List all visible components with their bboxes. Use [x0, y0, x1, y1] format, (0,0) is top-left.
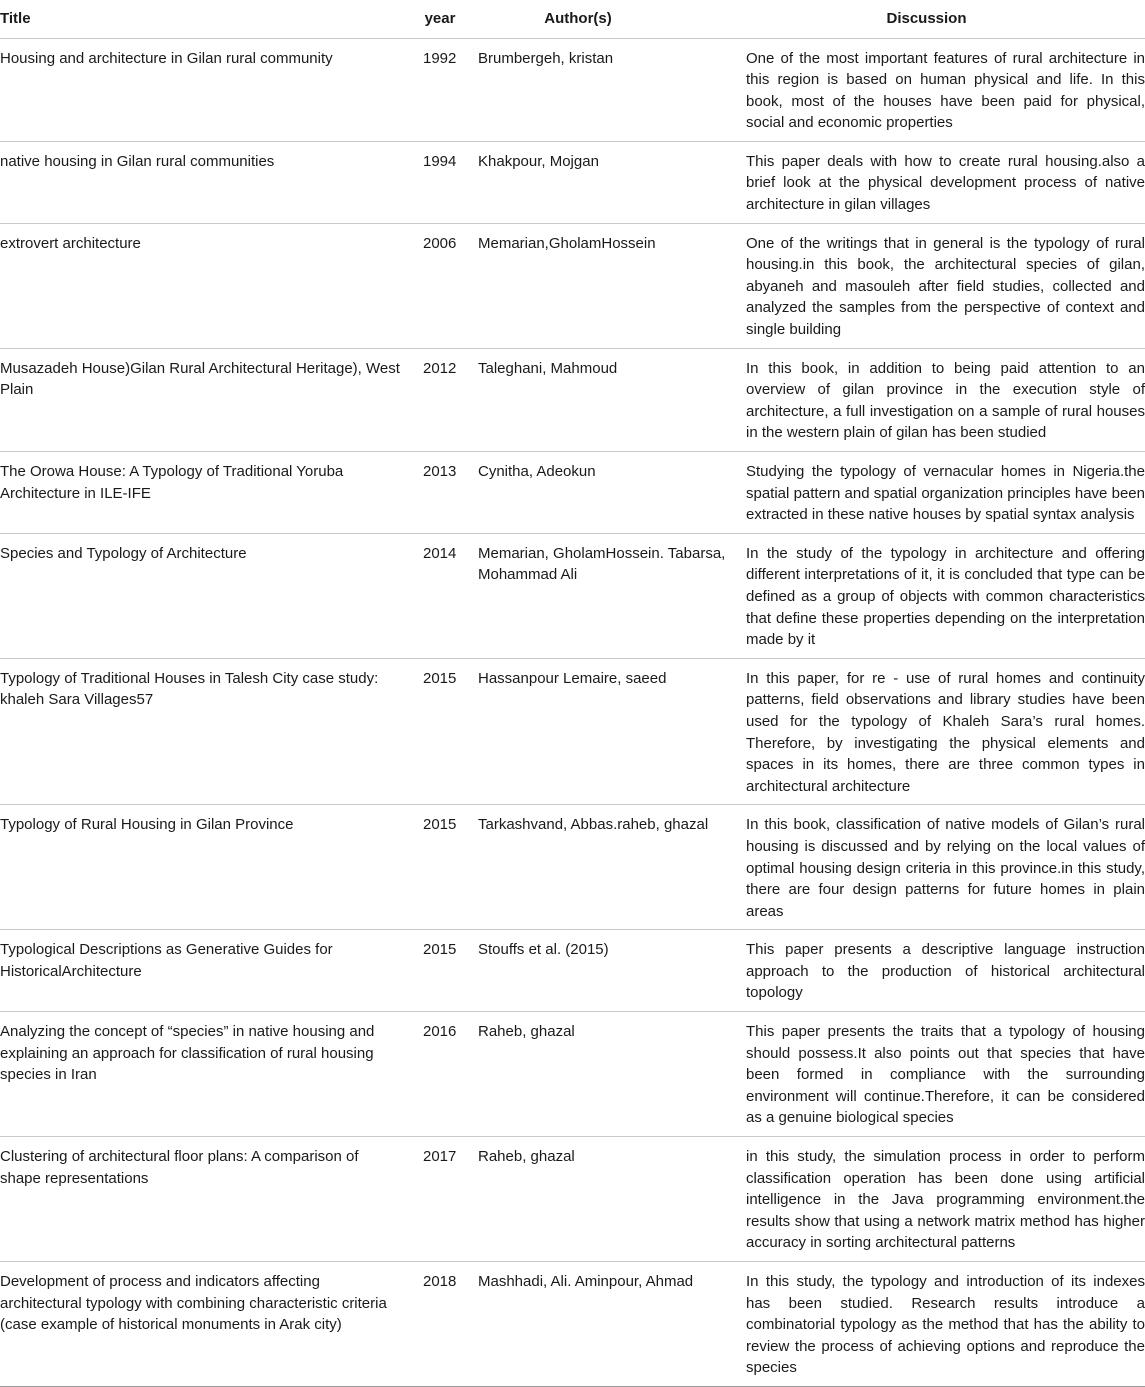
cell-authors: Raheb, ghazal — [478, 1148, 575, 1166]
cell-year: 2012 — [423, 359, 457, 377]
header-discussion: Discussion — [886, 9, 967, 27]
table-row — [0, 223, 1145, 348]
cell-authors: Mashhadi, Ali. Aminpour, Ahmad — [478, 1273, 694, 1290]
cell-authors: Taleghani, Mahmoud — [478, 359, 618, 377]
cell-discussion: in this study, the simulation process in order to perform classification operation has been done using artificial intelligence in the Java programming environment.the results show that using a network matrix method has higher accuracy in sorting architectural patterns — [746, 1148, 1145, 1252]
cell-authors: Memarian, GholamHossein. Tabarsa, Mohammad Ali — [478, 544, 726, 584]
cell-year: 2018 — [423, 1273, 457, 1290]
cell-year: 2014 — [423, 544, 457, 562]
cell-discussion: In the study of the typology in architecture and offering different interpretations of it, it is concluded that type can be defined as a group of objects with common characteristics that define these properties depending on the interpretation made by it — [746, 544, 1145, 649]
cell-discussion: This paper presents a descriptive language instruction approach to the production of historical architectural topology — [746, 941, 1145, 1002]
cell-title: Development of process and indicators affecting architectural typology with combining characteristic criteria (case example of historical monuments in Arak city) — [0, 1273, 387, 1334]
cell-title: Typological Descriptions as Generative Guides for HistoricalArchitecture — [0, 941, 333, 980]
cell-title: Typology of Traditional Houses in Talesh City case study: khaleh Sara Villages57 — [0, 669, 379, 709]
table-row — [0, 38, 1145, 141]
cell-authors: Tarkashvand, Abbas.raheb, ghazal — [478, 816, 709, 834]
cell-authors: Brumbergeh, kristan — [478, 49, 614, 67]
cell-title: Species and Typology of Architecture — [0, 544, 247, 562]
table-header — [0, 0, 1145, 38]
cell-title: Clustering of architectural floor plans: A comparison of shape representations — [0, 1148, 359, 1187]
cell-year: 2016 — [423, 1023, 457, 1041]
cell-discussion: Studying the typology of vernacular homes in Nigeria.the spatial pattern and spatial organization principles have been extracted in these native houses by spatial syntax analysis — [746, 463, 1145, 524]
cell-discussion: This paper deals with how to create rural housing.also a brief look at the physical development process of native architecture in gilan villages — [746, 152, 1145, 214]
cell-title: extrovert architecture — [0, 234, 141, 252]
cell-year: 2017 — [423, 1148, 457, 1166]
cell-title: Musazadeh House)Gilan Rural Architectural Heritage), West Plain — [0, 359, 400, 399]
header-year: year — [424, 9, 456, 27]
cell-authors: Hassanpour Lemaire, saeed — [478, 669, 667, 687]
cell-discussion: In this paper, for re - use of rural homes and continuity patterns, field observations and library studies have been used for the typology of Khaleh Sara’s rural homes. Therefore, by investigating the physical elements and spaces in its homes, there are three common types in architectural architecture — [746, 669, 1145, 795]
cell-year: 2015 — [423, 816, 457, 834]
table-row — [0, 1262, 1145, 1387]
table-row — [0, 930, 1145, 1012]
header-authors: Author(s) — [544, 9, 612, 27]
cell-year: 2013 — [423, 463, 457, 480]
table-row — [0, 452, 1145, 534]
cell-year: 1992 — [423, 49, 457, 67]
cell-year: 2006 — [423, 234, 457, 252]
table-row — [0, 348, 1145, 451]
cell-discussion: One of the writings that in general is the typology of rural housing.in this book, the architectural species of gilan, abyaneh and masouleh after field studies, collected and analyzed the samples from the perspective of context and single building — [746, 234, 1145, 339]
cell-year: 2015 — [423, 941, 457, 959]
cell-discussion: This paper presents the traits that a typology of housing should possess.It also points out that species that have been formed in compliance with the surrounding environment will continue.Therefore, it can be considered as a genuine biological species — [746, 1023, 1145, 1127]
cell-authors: Stouffs et al. (2015) — [478, 941, 609, 959]
table-row — [0, 1137, 1145, 1262]
header-title: Title — [0, 9, 31, 27]
table-body — [0, 38, 1145, 1386]
table-row — [0, 658, 1145, 805]
cell-title: native housing in Gilan rural communities — [0, 152, 275, 170]
cell-title: Analyzing the concept of “species” in native housing and explaining an approach for classification of rural housing species in Iran — [0, 1023, 375, 1084]
cell-discussion: In this study, the typology and introduction of its indexes has been studied. Research results introduce a combinatorial typology as the method that has the ability to review the process of achieving options and reproduce the species — [746, 1273, 1145, 1377]
table-row — [0, 533, 1145, 658]
cell-authors: Raheb, ghazal — [478, 1023, 575, 1041]
header-row — [0, 0, 1145, 38]
table-row — [0, 1012, 1145, 1137]
cell-year: 2015 — [423, 669, 457, 687]
cell-discussion: In this book, classification of native models of Gilan’s rural housing is discussed and by relying on the local values of optimal housing design criteria in this province.in this study, there are four design patterns for future homes in plain areas — [746, 816, 1145, 920]
cell-discussion: One of the most important features of rural architecture in this region is based on human physical and life. In this book, most of the houses have been paid for physical, social and economic properties — [746, 49, 1145, 132]
cell-title: Typology of Rural Housing in Gilan Province — [0, 816, 294, 834]
cell-authors: Memarian,GholamHossein — [478, 234, 656, 252]
cell-discussion: In this book, in addition to being paid attention to an overview of gilan province in the execution style of architecture, a full investigation on a sample of rural houses in the western plain of gilan has been studied — [746, 359, 1145, 442]
cell-authors: Khakpour, Mojgan — [478, 152, 599, 170]
table-row — [0, 141, 1145, 223]
cell-authors: Cynitha, Adeokun — [478, 463, 596, 480]
cell-title: The Orowa House: A Typology of Traditional Yoruba Architecture in ILE-IFE — [0, 463, 344, 502]
cell-year: 1994 — [423, 152, 457, 170]
cell-title: Housing and architecture in Gilan rural community — [0, 49, 333, 67]
table-row — [0, 805, 1145, 930]
